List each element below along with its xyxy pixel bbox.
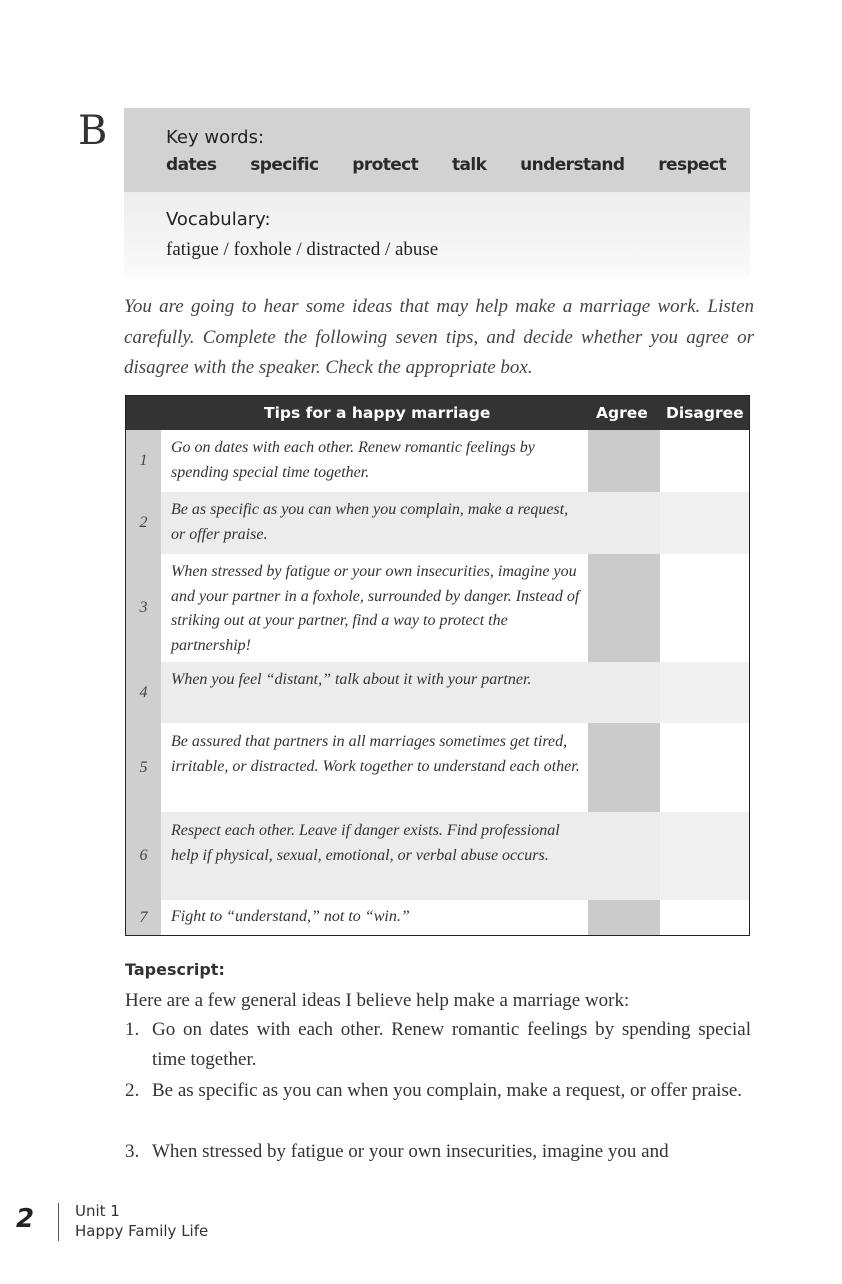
agree-checkbox[interactable] <box>588 900 660 935</box>
tip-text: Be assured that partners in all marriages sometimes get tired, irritable, or distracted. Work together to understand each other. <box>171 733 580 775</box>
row-number: 4 <box>126 662 161 723</box>
key-words-panel <box>124 108 750 192</box>
tip-text: When you feel “distant,” talk about it with your partner. <box>171 671 532 688</box>
tapescript-item-text: Be as specific as you can when you complain, make a request, or offer praise. <box>152 1080 743 1101</box>
unit-title: Happy Family Life <box>75 1222 209 1240</box>
footer-divider <box>58 1203 59 1241</box>
row-number: 5 <box>126 723 161 812</box>
row-number: 3 <box>126 554 161 662</box>
row-number: 6 <box>126 812 161 900</box>
table-row <box>126 430 749 492</box>
disagree-checkbox[interactable] <box>660 812 749 900</box>
table-row <box>126 492 749 554</box>
section-letter: B <box>78 108 108 154</box>
header-disagree: Disagree <box>666 404 744 422</box>
header-agree: Agree <box>596 404 648 422</box>
key-word: specific <box>250 155 319 175</box>
tapescript-item-number: 1. <box>125 1019 140 1040</box>
disagree-checkbox[interactable] <box>660 723 749 812</box>
agree-checkbox[interactable] <box>588 430 660 492</box>
vocabulary-list: fatigue / foxhole / distracted / abuse <box>166 239 439 260</box>
page-number: 2 <box>16 1204 35 1234</box>
key-word: protect <box>352 155 419 175</box>
tapescript-title: Tapescript: <box>125 960 225 979</box>
tapescript-item <box>125 1137 751 1167</box>
table-row <box>126 723 749 812</box>
vocabulary-title: Vocabulary: <box>166 209 271 230</box>
header-tips: Tips for a happy marriage <box>264 404 491 422</box>
table-row <box>126 812 749 900</box>
agree-checkbox[interactable] <box>588 662 660 723</box>
tapescript-item-number: 2. <box>125 1080 140 1101</box>
key-words-box <box>124 108 750 276</box>
agree-checkbox[interactable] <box>588 812 660 900</box>
key-words-list <box>166 155 726 175</box>
disagree-checkbox[interactable] <box>660 492 749 554</box>
tapescript-item-text: When stressed by fatigue or your own insecurities, imagine you and <box>152 1141 669 1162</box>
key-word: dates <box>166 155 217 175</box>
tip-text: Be as specific as you can when you complain, make a request, or offer praise. <box>171 501 569 543</box>
agree-checkbox[interactable] <box>588 492 660 554</box>
disagree-checkbox[interactable] <box>660 430 749 492</box>
vocabulary-panel <box>124 192 750 276</box>
agree-checkbox[interactable] <box>588 554 660 662</box>
tip-text: When stressed by fatigue or your own insecurities, imagine you and your partner in a foxhole, surrounded by danger. Instead of striking out at your partner, find a way to protect the partnership! <box>171 563 580 654</box>
tip-text: Go on dates with each other. Renew romantic feelings by spending special time together. <box>171 439 535 481</box>
disagree-checkbox[interactable] <box>660 900 749 935</box>
key-words-title: Key words: <box>166 127 265 148</box>
tapescript-item-text: Go on dates with each other. Renew romantic feelings by spending special time together. <box>152 1019 751 1070</box>
tapescript-item <box>125 1076 751 1136</box>
disagree-checkbox[interactable] <box>660 662 749 723</box>
tapescript-item-number: 3. <box>125 1141 140 1162</box>
disagree-checkbox[interactable] <box>660 554 749 662</box>
agree-checkbox[interactable] <box>588 723 660 812</box>
key-word: respect <box>658 155 726 175</box>
table-row <box>126 900 749 935</box>
tapescript-item <box>125 1015 751 1075</box>
tapescript-intro: Here are a few general ideas I believe help make a marriage work: <box>125 990 630 1011</box>
row-number: 2 <box>126 492 161 554</box>
table-row <box>126 662 749 723</box>
row-number: 1 <box>126 430 161 492</box>
key-word: talk <box>452 155 487 175</box>
unit-label: Unit 1 <box>75 1202 120 1220</box>
tip-text: Fight to “understand,” not to “win.” <box>171 908 410 925</box>
instructions: You are going to hear some ideas that may help make a marriage work. Listen carefully. Complete the following seven tips, and decide whether you agree or disagree with the speaker. Check the appropriate box. <box>124 296 754 378</box>
table-row <box>126 554 749 662</box>
key-word: understand <box>520 155 625 175</box>
table-header <box>126 396 749 430</box>
row-number: 7 <box>126 900 161 935</box>
tips-table <box>125 395 750 936</box>
tip-text: Respect each other. Leave if danger exists. Find professional help if physical, sexual, emotional, or verbal abuse occurs. <box>171 822 560 864</box>
